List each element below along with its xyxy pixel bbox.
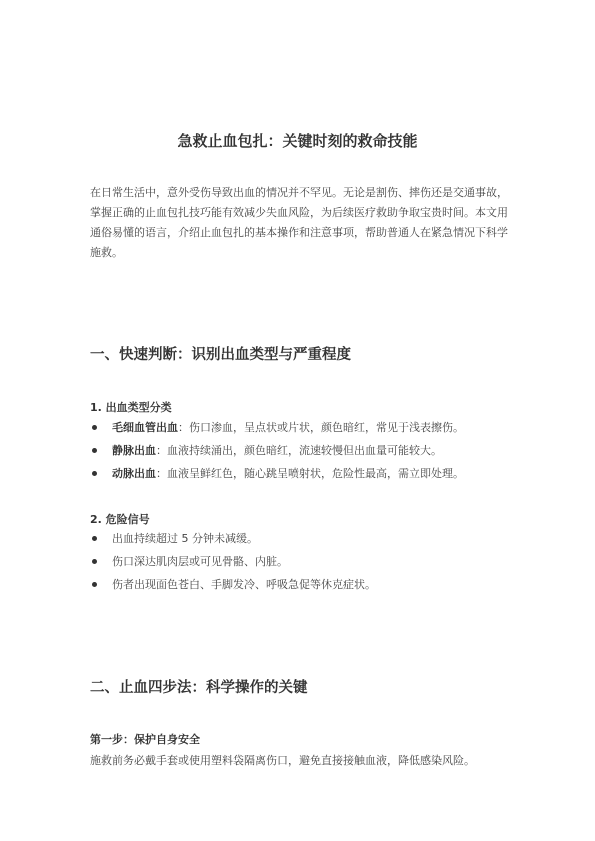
bullet-icon — [92, 425, 97, 430]
list-item-term: 毛细血管出血 — [112, 421, 178, 434]
bullet-icon — [92, 471, 97, 476]
bullet-icon — [92, 448, 97, 453]
list-item — [90, 550, 510, 573]
list-item-text: 伤口深达肌肉层或可见骨骼、内脏。 — [112, 555, 288, 568]
list-item-text: 出血持续超过 5 分钟未减缓。 — [112, 532, 258, 545]
intro-paragraph: 在日常生活中，意外受伤导致出血的情况并不罕见。无论是割伤、摔伤还是交通事故，掌握正确的止血包扎技巧能有效减少失血风险，为后续医疗救助争取宝贵时间。本文用通俗易懂的语言，介绍止血包扎的基本操作和注意事项，帮助普通人在紧急情况下科学施救。 — [90, 186, 508, 259]
document-title: 急救止血包扎：关键时刻的救命技能 — [177, 132, 418, 150]
list-item-term: 动脉出血 — [112, 467, 156, 480]
list-item-term: 静脉出血 — [112, 444, 156, 457]
step-1-heading: 第一步：保护自身安全 — [90, 733, 200, 746]
list-item — [90, 462, 510, 485]
list-item — [90, 416, 510, 439]
subsection-danger-signs-heading: 2. 危险信号 — [90, 513, 150, 526]
bullet-icon — [92, 582, 97, 587]
section-1-heading: 一、快速判断：识别出血类型与严重程度 — [90, 347, 351, 363]
list-item — [90, 573, 510, 596]
list-item-text: 伤者出现面色苍白、手脚发冷、呼吸急促等休克症状。 — [112, 578, 376, 591]
list-item — [90, 439, 510, 462]
subsection-bleeding-types-heading: 1. 出血类型分类 — [90, 401, 172, 414]
bullet-icon — [92, 536, 97, 541]
list-item-text: ：血液持续涌出，颜色暗红，流速较慢但出血量可能较大。 — [156, 444, 442, 457]
list-item — [90, 527, 510, 550]
list-item-text: ：血液呈鲜红色，随心跳呈喷射状，危险性最高，需立即处理。 — [156, 467, 464, 480]
bullet-icon — [92, 559, 97, 564]
danger-signs-list — [90, 527, 510, 596]
bleeding-types-list — [90, 416, 510, 485]
step-1-text: 施救前务必戴手套或使用塑料袋隔离伤口，避免直接接触血液，降低感染风险。 — [90, 754, 475, 767]
section-2-heading: 二、止血四步法：科学操作的关键 — [90, 680, 308, 696]
list-item-text: ：伤口渗血，呈点状或片状，颜色暗红，常见于浅表擦伤。 — [178, 421, 464, 434]
